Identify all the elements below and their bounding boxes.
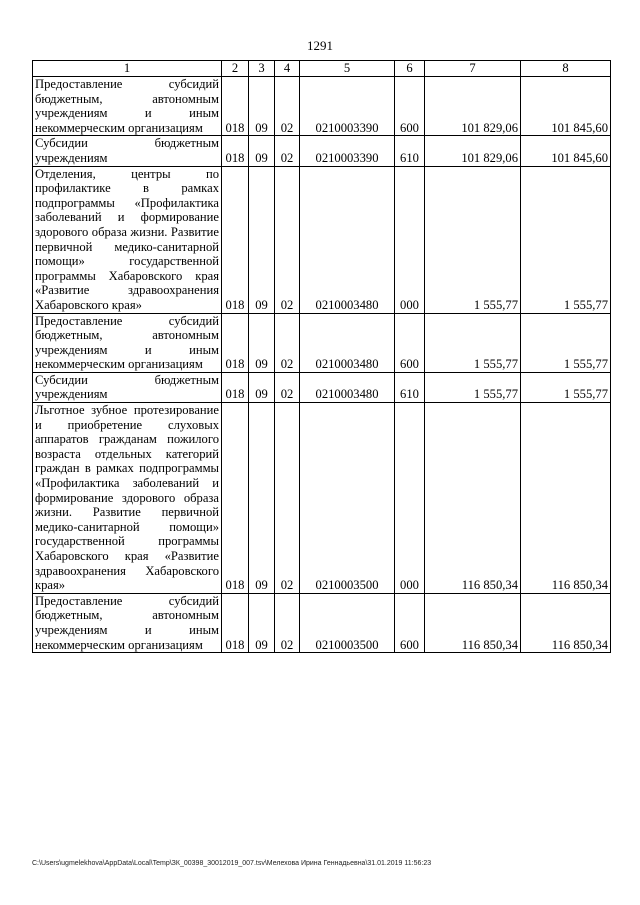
header-cell: 8 (521, 61, 611, 77)
row-code-gr: 018 (222, 166, 249, 313)
row-code-rz: 09 (249, 372, 275, 402)
row-code-csr: 0210003500 (300, 403, 395, 594)
row-code-pr: 02 (275, 77, 300, 136)
row-amount-1: 1 555,77 (425, 313, 521, 372)
row-code-vr: 600 (395, 77, 425, 136)
table-row (33, 593, 611, 652)
row-amount-2: 116 850,34 (521, 403, 611, 594)
row-code-csr: 0210003480 (300, 166, 395, 313)
row-code-rz: 09 (249, 593, 275, 652)
table-row (33, 77, 611, 136)
row-code-pr: 02 (275, 593, 300, 652)
row-name: Льготное зубное протезирование и приобретение слуховых аппаратов гражданам пожилого возраста отдельных категорий граждан в рамках подпрограммы «Профилактика заболеваний и формирование здорового образа жизни. Развитие первичной медико-санитарной помощи» государственной программы Хабаровского края «Развитие здравоохранения Хабаровского края» (33, 403, 222, 594)
row-amount-2: 1 555,77 (521, 313, 611, 372)
row-code-gr: 018 (222, 77, 249, 136)
row-code-pr: 02 (275, 166, 300, 313)
row-amount-1: 116 850,34 (425, 403, 521, 594)
row-code-rz: 09 (249, 136, 275, 166)
row-code-gr: 018 (222, 372, 249, 402)
row-code-gr: 018 (222, 136, 249, 166)
row-code-gr: 018 (222, 313, 249, 372)
table-row (33, 313, 611, 372)
table-row (33, 403, 611, 594)
header-cell: 2 (222, 61, 249, 77)
row-code-vr: 610 (395, 372, 425, 402)
header-cell: 1 (33, 61, 222, 77)
row-amount-1: 101 829,06 (425, 77, 521, 136)
row-code-csr: 0210003480 (300, 372, 395, 402)
row-code-vr: 000 (395, 403, 425, 594)
header-row (33, 61, 611, 77)
row-amount-1: 1 555,77 (425, 166, 521, 313)
page-number: 1291 (307, 38, 333, 53)
row-amount-2: 101 845,60 (521, 77, 611, 136)
row-code-csr: 0210003390 (300, 136, 395, 166)
table-row (33, 166, 611, 313)
header-cell: 4 (275, 61, 300, 77)
header-cell: 3 (249, 61, 275, 77)
row-code-pr: 02 (275, 403, 300, 594)
row-code-csr: 0210003390 (300, 77, 395, 136)
row-code-rz: 09 (249, 403, 275, 594)
row-name: Отделения, центры по профилактике в рамках подпрограммы «Профилактика заболеваний и формирование здорового образа жизни. Развитие первичной медико-санитарной помощи» государственной программы Хабаровского края «Развитие здравоохранения Хабаровского края» (33, 166, 222, 313)
row-code-pr: 02 (275, 372, 300, 402)
row-amount-2: 116 850,34 (521, 593, 611, 652)
row-code-vr: 600 (395, 593, 425, 652)
budget-table (32, 60, 611, 653)
table-row (33, 136, 611, 166)
row-code-vr: 000 (395, 166, 425, 313)
row-amount-1: 101 829,06 (425, 136, 521, 166)
header-cell: 6 (395, 61, 425, 77)
row-name: Предоставление субсидий бюджетным, автономным учреждениям и иным некоммерческим организациям (33, 313, 222, 372)
row-code-vr: 610 (395, 136, 425, 166)
row-code-gr: 018 (222, 403, 249, 594)
row-name: Предоставление субсидий бюджетным, автономным учреждениям и иным некоммерческим организациям (33, 77, 222, 136)
table-row (33, 372, 611, 402)
row-name: Субсидии бюджетным учреждениям (33, 136, 222, 166)
row-amount-1: 116 850,34 (425, 593, 521, 652)
row-code-rz: 09 (249, 313, 275, 372)
header-cell: 5 (300, 61, 395, 77)
row-code-vr: 600 (395, 313, 425, 372)
row-code-gr: 018 (222, 593, 249, 652)
row-code-csr: 0210003500 (300, 593, 395, 652)
row-code-csr: 0210003480 (300, 313, 395, 372)
row-code-rz: 09 (249, 166, 275, 313)
file-path-footer: C:\Users\ugmelekhova\AppData\Local\Temp\ЗК_00398_30012019_007.tsv\Мелехова Ирина Геннадьевна\31.01.2019 11:56:23 (32, 860, 432, 867)
row-name: Предоставление субсидий бюджетным, автономным учреждениям и иным некоммерческим организациям (33, 593, 222, 652)
row-code-rz: 09 (249, 77, 275, 136)
row-amount-2: 1 555,77 (521, 372, 611, 402)
row-amount-2: 1 555,77 (521, 166, 611, 313)
row-code-pr: 02 (275, 313, 300, 372)
row-name: Субсидии бюджетным учреждениям (33, 372, 222, 402)
row-amount-1: 1 555,77 (425, 372, 521, 402)
row-code-pr: 02 (275, 136, 300, 166)
row-amount-2: 101 845,60 (521, 136, 611, 166)
header-cell: 7 (425, 61, 521, 77)
